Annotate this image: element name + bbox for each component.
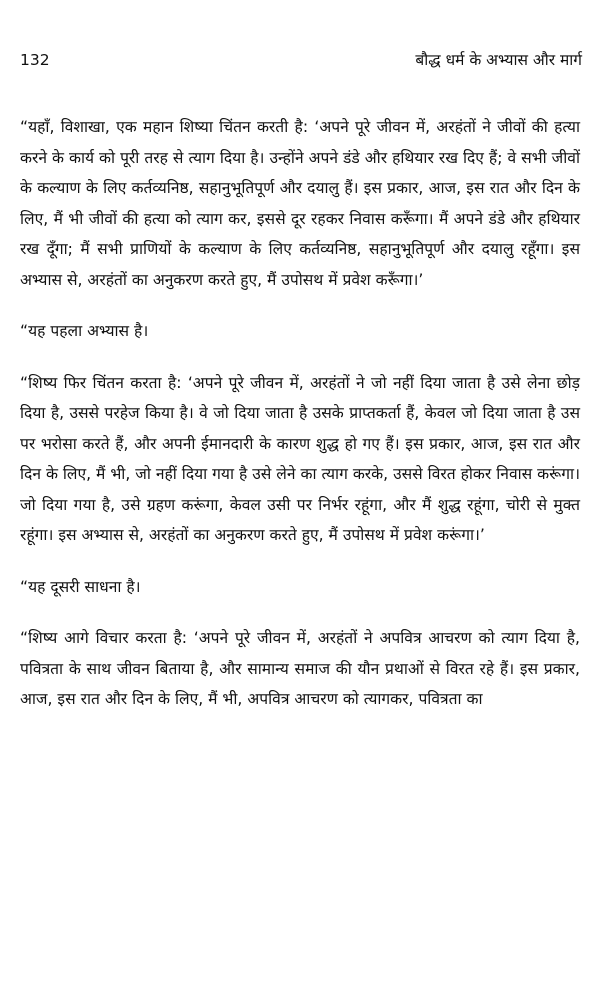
paragraph-third-precept: “शिष्य आगे विचार करता है: ‘अपने पूरे जीवन में, अरहंतों ने अपवित्र आचरण को त्याग दिया है, पवित्रता के साथ जीवन बिताया है, और सामान्य समाज की यौन प्रथाओं से विरत रहे हैं। इस प्रकार, आज, इस रात और दिन के लिए, मैं भी, अपवित्र आचरण को त्यागकर, पवित्रता का [20, 629, 580, 708]
body-text [20, 112, 580, 715]
paragraph-first-precept: “यहाँ, विशाखा, एक महान शिष्या चिंतन करती है: ‘अपने पूरे जीवन में, अरहंतों ने जीवों की हत्या करने के कार्य को पूरी तरह से त्याग दिया है। उन्होंने अपने डंडे और हथियार रख दिए हैं; वे सभी जीवों के कल्याण के लिए कर्तव्यनिष्ठ, सहानुभूतिपूर्ण और दयालु हैं। इस प्रकार, आज, इस रात और दिन के लिए, मैं भी जीवों की हत्या को त्याग कर, इससे दूर रहकर निवास करूँगा। मैं अपने डंडे और हथियार रख दूँगा; मैं सभी प्राणियों के कल्याण के लिए कर्तव्यनिष्ठ, सहानुभूतिपूर्ण और दयालु रहूँगा। इस अभ्यास से, अरहंतों का अनुकरण करते हुए, मैं उपोसथ में प्रवेश करूँगा।’ [20, 118, 580, 289]
page-number: 132 [20, 51, 50, 69]
paragraph-first-practice-note: “यह पहला अभ्यास है। [20, 322, 149, 340]
book-title: बौद्ध धर्म के अभ्यास और मार्ग [415, 51, 582, 69]
paragraph-second-precept: “शिष्य फिर चिंतन करता है: ‘अपने पूरे जीवन में, अरहंतों ने जो नहीं दिया जाता है उसे लेना छोड़ दिया है, उससे परहेज किया है। वे जो दिया जाता है उसके प्राप्तकर्ता हैं, केवल जो दिया जाता है उस पर भरोसा करते हैं, और अपनी ईमानदारी के कारण शुद्ध हो गए हैं। इस प्रकार, आज, इस रात और दिन के लिए, मैं भी, जो नहीं दिया गया है उसे लेने का त्याग करके, उससे विरत होकर निवास करूंगा। जो दिया गया है, उसे ग्रहण करूंगा, केवल उसी पर निर्भर रहूंगा, और मैं शुद्ध रहूंगा, चोरी से मुक्त रहूंगा। इस अभ्यास से, अरहंतों का अनुकरण करते हुए, मैं उपोसथ में प्रवेश करूंगा।’ [20, 373, 580, 544]
paragraph-second-practice-note: “यह दूसरी साधना है। [20, 577, 141, 596]
running-header [20, 48, 582, 72]
